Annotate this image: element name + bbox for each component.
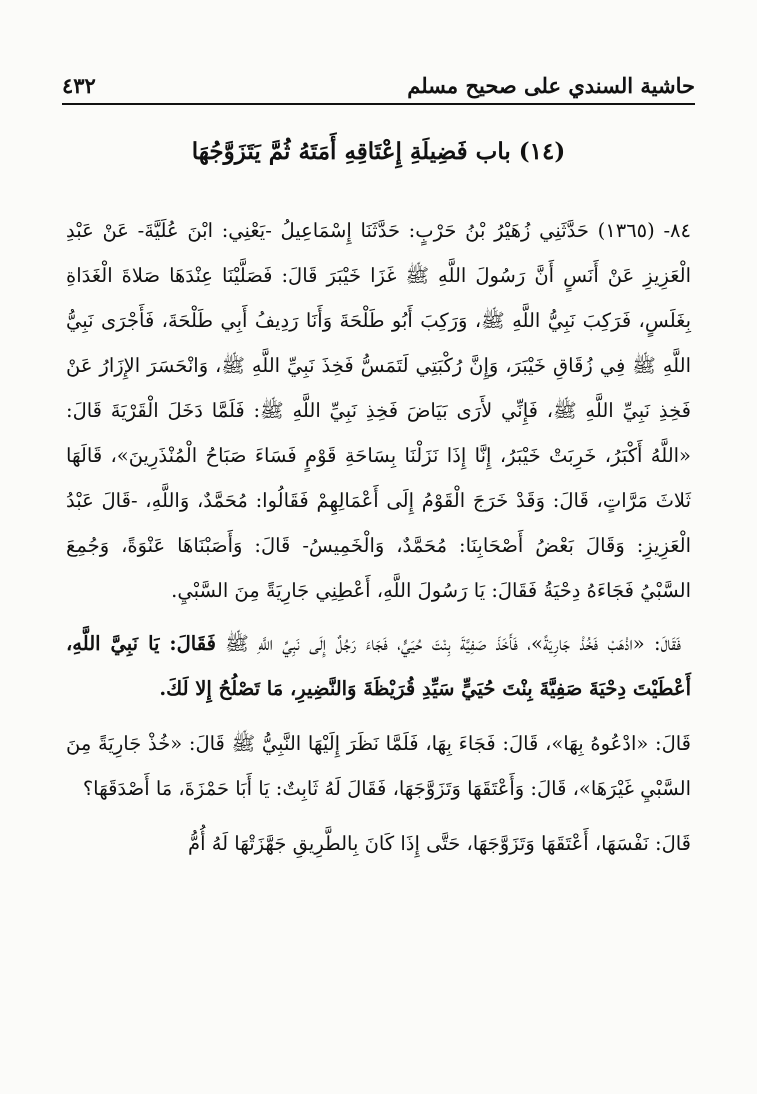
text-body (66, 208, 691, 866)
chapter-title: (١٤) باب فَضِيلَةِ إِعْتَاقِهِ أَمَتَهُ ثُمَّ يَتَزَوَّجُهَا (191, 138, 566, 165)
page-number: ٤٣٢ (62, 73, 96, 98)
paragraph-herself: قَالَ: نَفْسَهَا، أَعْتَقَهَا وَتَزَوَّجَهَا، حَتَّى إِذَا كَانَ بِالطَّرِيقِ جَهَّزَتْهَا لَهُ أُمُّ (188, 832, 691, 855)
paragraph-dihya-bold: فَقَالَ: يَا نَبِيَّ اللَّهِ، أَعْطَيْتَ دِحْيَةَ صَفِيَّةَ بِنْتَ حُيَيٍّ سَيِّدِ قُرَيْظَةَ وَالنَّضِيرِ، مَا تَصْلُحُ إِلا لَكَ. (66, 632, 691, 700)
page-header (62, 64, 695, 98)
paragraph-dihya (66, 621, 691, 711)
paragraph-call-him: قَالَ: «ادْعُوهُ بِهَا»، قَالَ: فَجَاءَ بِهَا، فَلَمَّا نَظَرَ إِلَيْهَا النَّبِيُّ ﷺ قَالَ: «خُذْ جَارِيَةً مِنَ السَّبْيِ غَيْرَهَا»، قَالَ: وَأَعْتَقَهَا وَتَزَوَّجَهَا، فَقَالَ لَهُ ثَابِتٌ: يَا أَبَا حَمْزَةَ، مَا أَصْدَقَهَا؟ (66, 732, 691, 800)
running-title: حاشية السندي على صحيح مسلم (407, 73, 695, 98)
paragraph-dihya-plain: فَقَالَ: «اذْهَبْ فَخُذْ جَارِيَةً»، فَأَخَذَ صَفِيَّةَ بِنْتَ حُيَيٍّ، فَجَاءَ رَجُلٌ إِلَى نَبِيِّ اللَّهِ ﷺ (215, 632, 681, 655)
header-rule (62, 103, 695, 105)
paragraph-hadith-84: ٨٤- (١٣٦٥) حَدَّثَنِي زُهَيْرُ بْنُ حَرْبٍ: حَدَّثَنَا إِسْمَاعِيلُ -يَعْنِي: ابْنَ عُلَيَّةَ- عَنْ عَبْدِ الْعَزِيزِ عَنْ أَنَسٍ أَنَّ رَسُولَ اللَّهِ ﷺ غَزَا خَيْبَرَ قَالَ: فَصَلَّيْنَا عِنْدَهَا صَلاةَ الْغَدَاةِ بِغَلَسٍ، فَرَكِبَ نَبِيُّ اللَّهِ ﷺ، وَرَكِبَ أَبُو طَلْحَةَ وَأَنَا رَدِيفُ أَبِي طَلْحَةَ، فَأَجْرَى نَبِيُّ اللَّهِ ﷺ فِي زُقَاقِ خَيْبَرَ، وَإِنَّ رُكْبَتِي لَتَمَسُّ فَخِذَ نَبِيِّ اللَّهِ ﷺ، وَانْحَسَرَ الإِزَارُ عَنْ فَخِذِ نَبِيِّ اللَّهِ ﷺ، فَإِنِّي لأَرَى بَيَاضَ فَخِذِ نَبِيِّ اللَّهِ ﷺ: فَلَمَّا دَخَلَ الْقَرْيَةَ قَالَ: «اللَّهُ أَكْبَرُ، خَرِبَتْ خَيْبَرُ، إِنَّا إِذَا نَزَلْنَا بِسَاحَةِ قَوْمٍ فَسَاءَ صَبَاحُ الْمُنْذَرِينَ»، قَالَهَا ثَلاثَ مَرَّاتٍ، قَالَ: وَقَدْ خَرَجَ الْقَوْمُ إِلَى أَعْمَالِهِمْ فَقَالُوا: مُحَمَّدٌ، وَاللَّهِ، -قَالَ عَبْدُ الْعَزِيزِ: وَقَالَ بَعْضُ أَصْحَابِنَا: مُحَمَّدٌ، وَالْخَمِيسُ- قَالَ: وَأَصَبْنَاهَا عَنْوَةً، وَجُمِعَ السَّبْيُ فَجَاءَهُ دِحْيَةُ فَقَالَ: يَا رَسُولَ اللَّهِ، أَعْطِنِي جَارِيَةً مِنَ السَّبْيِ. (66, 219, 691, 602)
